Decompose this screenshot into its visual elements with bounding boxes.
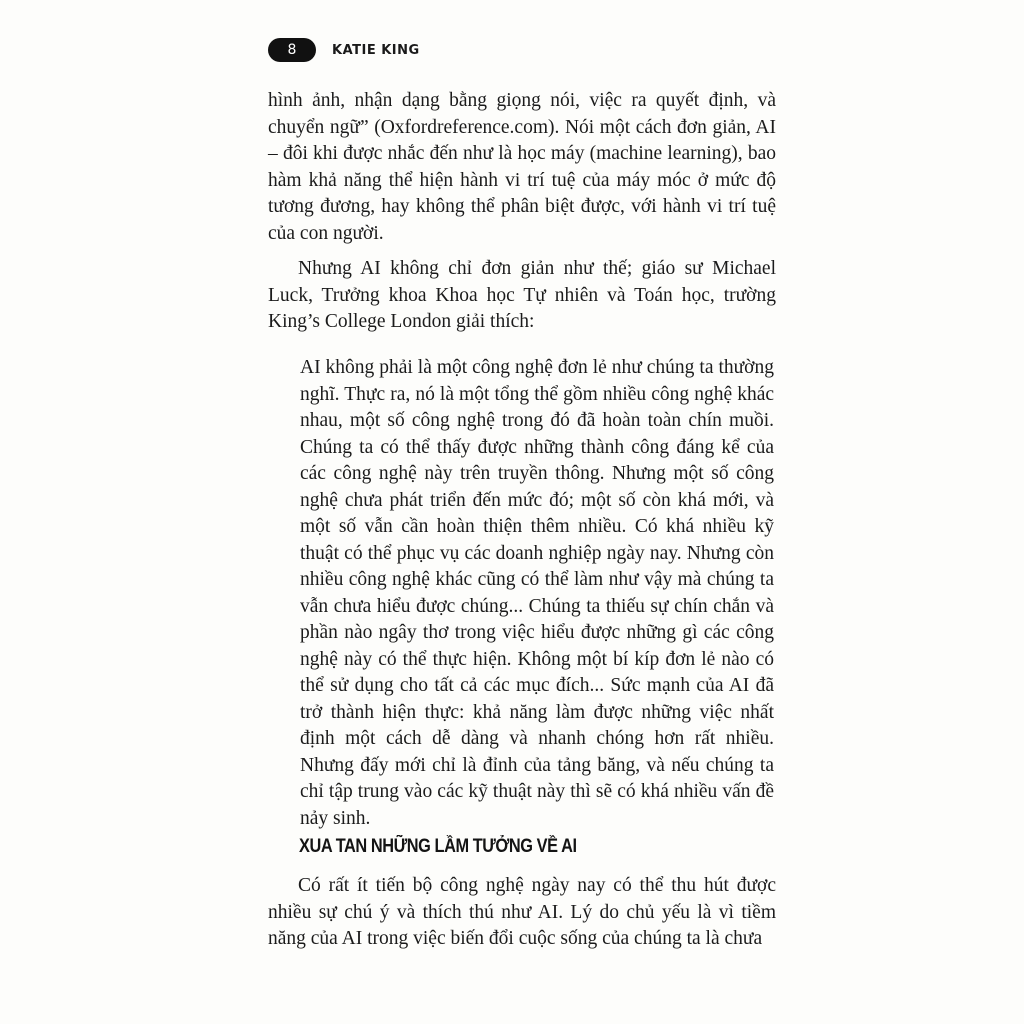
page-number-badge: 8 (268, 38, 316, 62)
paragraph-1: hình ảnh, nhận dạng bằng giọng nói, việc ra quyết định, và chuyển ngữ” (Oxfordreference.com). Nói một cách đơn giản, AI – đôi khi được nhắc đến như là học máy (machine learning), bao hàm khả năng thể hiện hành vi trí tuệ của máy móc ở mức độ tương đương, hay không thể phân biệt được, với hành vi trí tuệ của con người. (268, 90, 776, 244)
block-quote: AI không phải là một công nghệ đơn lẻ như chúng ta thường nghĩ. Thực ra, nó là một tổng thể gồm nhiều công nghệ khác nhau, một số công nghệ trong đó đã hoàn toàn chín muồi. Chúng ta có thể thấy được những thành công đáng kể của các công nghệ này trên truyền thông. Nhưng một số công nghệ chưa phát triển đến mức đó; một số còn khá mới, và một số vẫn cần hoàn thiện thêm nhiều. Có khá nhiều kỹ thuật có thể phục vụ các doanh nghiệp ngày nay. Nhưng còn nhiều công nghệ khác cũng có thể làm như vậy mà chúng ta vẫn chưa hiểu được chúng... Chúng ta thiếu sự chín chắn và phần nào ngây thơ trong việc hiểu được những gì các công nghệ này có thể thực hiện. Không một bí kíp đơn lẻ nào có thể sử dụng cho tất cả các mục đích... Sức mạnh của AI đã trở thành hiện thực: khả năng làm được những việc nhất định một cách dễ dàng và nhanh chóng hơn rất nhiều. Nhưng đấy mới chỉ là đỉnh của tảng băng, và nếu chúng ta chỉ tập trung vào các kỹ thuật này thì sẽ có khá nhiều vấn đề nảy sinh. (300, 357, 774, 829)
running-header-author: KATIE KING (332, 42, 420, 58)
paragraph-2: Nhưng AI không chỉ đơn giản như thế; giáo sư Michael Luck, Trưởng khoa Khoa học Tự nhiên và Toán học, trường King’s College London giải thích: (268, 258, 776, 332)
section-heading: XUA TAN NHỮNG LẦM TƯỞNG VỀ AI (299, 836, 577, 857)
running-header (268, 38, 420, 62)
paragraph-3: Có rất ít tiến bộ công nghệ ngày nay có thể thu hút được nhiều sự chú ý và thích thú như AI. Lý do chủ yếu là vì tiềm năng của AI trong việc biến đổi cuộc sống của chúng ta là chưa (268, 875, 776, 949)
